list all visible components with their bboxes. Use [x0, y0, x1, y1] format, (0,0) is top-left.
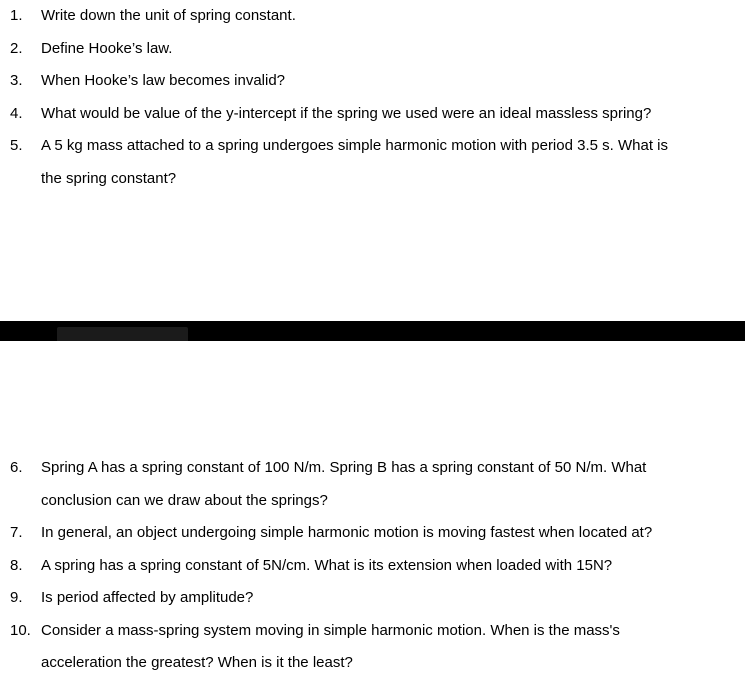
question-7 — [0, 517, 745, 550]
question-number: 5. — [10, 137, 23, 154]
page-divider-bar — [0, 321, 745, 341]
question-number: 7. — [10, 524, 23, 541]
question-text: When Hooke’s law becomes invalid? — [41, 72, 286, 89]
question-number: 10. — [10, 621, 31, 639]
question-6 — [0, 452, 745, 517]
question-text: Is period affected by amplitude? — [41, 589, 254, 606]
question-text: What would be value of the y-intercept if the spring we used were an ideal massless spring? — [41, 104, 652, 122]
question-number: 1. — [10, 7, 23, 24]
question-number: 6. — [10, 459, 23, 476]
divider-tab — [57, 327, 188, 341]
question-9 — [0, 582, 745, 615]
question-text: Write down the unit of spring constant. — [41, 7, 296, 24]
question-list-bottom — [0, 452, 745, 680]
question-number: 2. — [10, 39, 23, 57]
question-4 — [0, 98, 745, 131]
question-text: Spring A has a spring constant of 100 N/m. Spring B has a spring constant of 50 N/m. What — [41, 459, 647, 476]
question-text-continued: the spring constant? — [41, 169, 177, 187]
question-text: In general, an object undergoing simple harmonic motion is moving fastest when located at? — [41, 524, 653, 541]
question-number: 9. — [10, 589, 23, 606]
question-list-top — [0, 0, 745, 195]
question-3 — [0, 65, 745, 98]
question-text: Consider a mass-spring system moving in simple harmonic motion. When is the mass's — [41, 621, 620, 639]
question-text-continued: acceleration the greatest? When is it the least? — [41, 654, 353, 671]
question-1 — [0, 0, 745, 33]
question-number: 3. — [10, 72, 23, 89]
question-text: A spring has a spring constant of 5N/cm. What is its extension when loaded with 15N? — [41, 556, 613, 574]
question-8 — [0, 550, 745, 583]
question-number: 8. — [10, 556, 23, 574]
question-5 — [0, 130, 745, 195]
question-text-continued: conclusion can we draw about the springs? — [41, 491, 328, 509]
question-text: Define Hooke’s law. — [41, 39, 173, 57]
question-number: 4. — [10, 104, 23, 122]
question-2 — [0, 33, 745, 66]
question-10 — [0, 615, 745, 680]
question-text: A 5 kg mass attached to a spring undergoes simple harmonic motion with period 3.5 s. What is — [41, 137, 668, 154]
